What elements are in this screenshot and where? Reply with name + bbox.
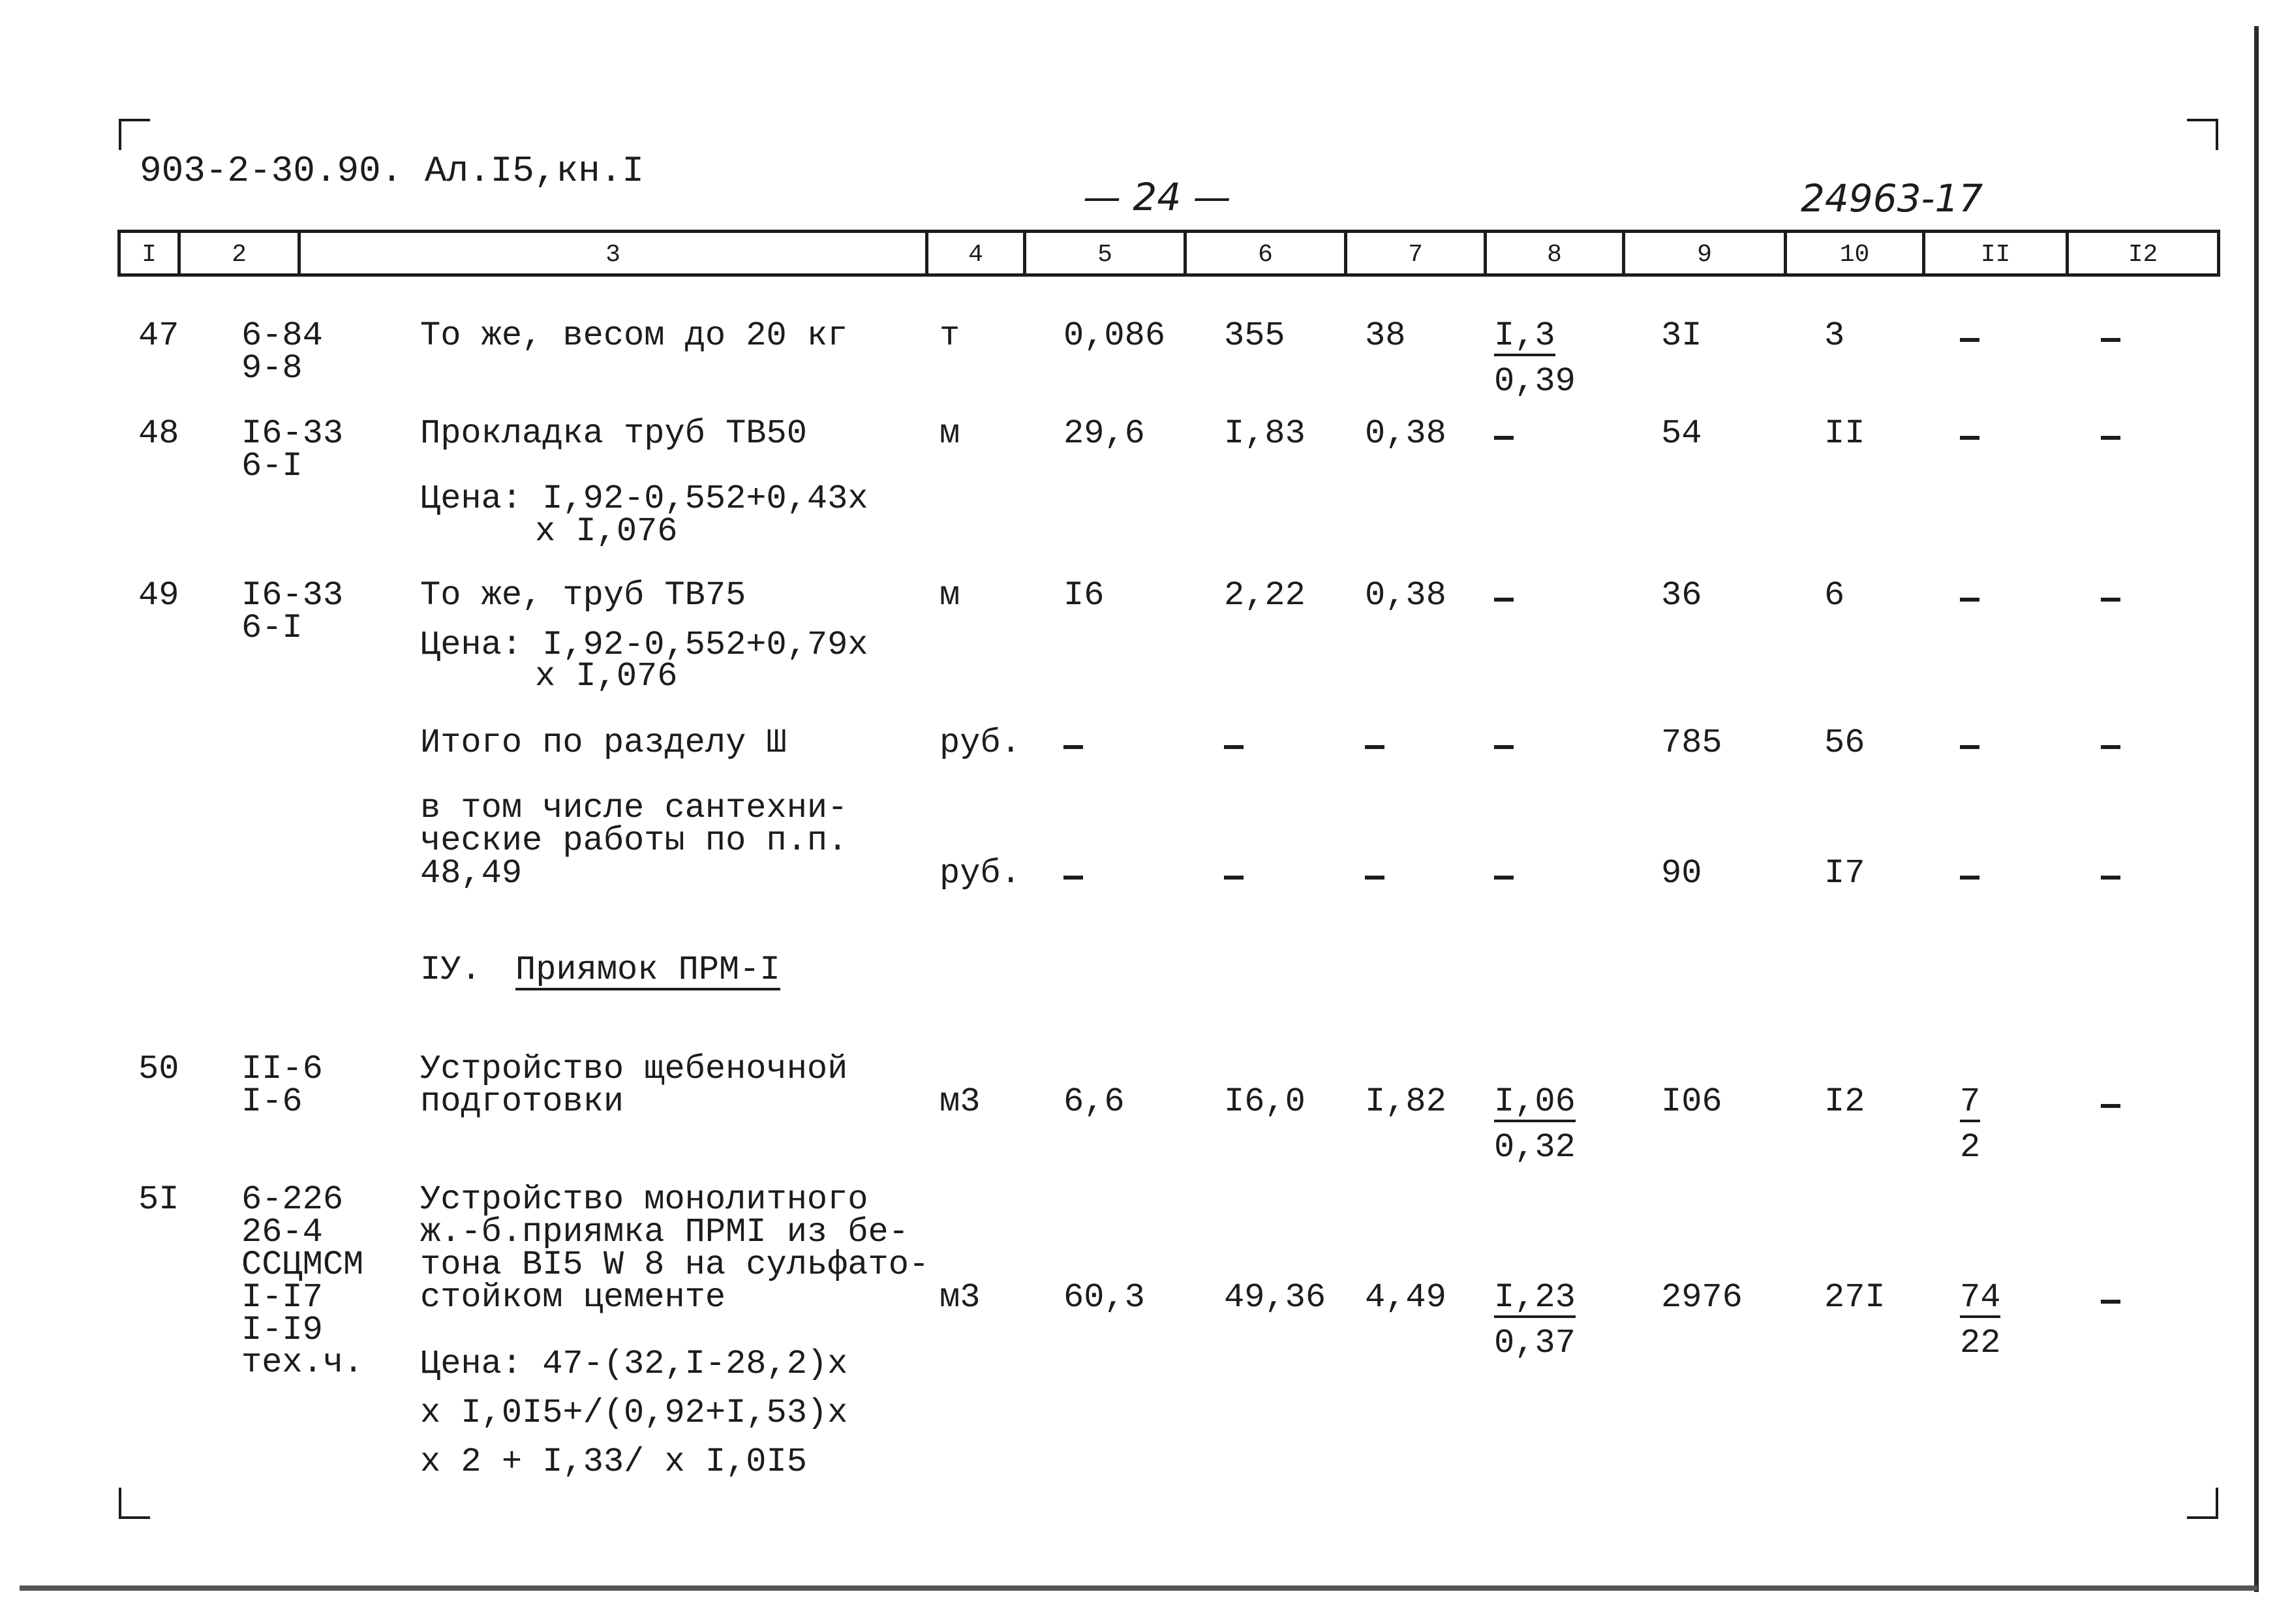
column-header-cell [1922,230,2069,277]
machines-price-denominator: 0,32 [1494,1128,1576,1167]
column-number: I2 [2128,241,2158,269]
work-description: То же, весом до 20 кг [420,316,848,355]
unit-price-dash [1224,745,1244,749]
machines-total-dash [1960,436,1979,440]
wage-price: I,82 [1365,1082,1446,1121]
work-description: То же, труб ТВ75 [420,576,746,615]
quantity: 60,3 [1063,1278,1145,1317]
column-number: 9 [1697,241,1712,269]
unit-price: 49,36 [1224,1278,1326,1317]
unit: руб. [940,724,1021,762]
unit: м3 [940,1278,981,1317]
column-header-cell [1484,230,1625,277]
extra-column-dash [2101,436,2120,440]
wage-price: 0,38 [1365,576,1446,615]
extra-column-dash [2101,598,2120,602]
machines-total-dash [1960,745,1979,749]
machines-price-denominator: 0,39 [1494,362,1576,401]
machines-price-dash [1494,436,1514,440]
column-header-cell [1344,230,1487,277]
work-description: стойком цементе [420,1278,726,1317]
wage-total: 3 [1824,316,1845,355]
section-title: Приямок ПРМ-I [515,951,780,989]
wage-price-dash [1365,745,1384,749]
sheet-right-edge [2254,26,2259,1592]
machines-total-denominator: 22 [1960,1324,2001,1362]
price-formula: Цена: 47-(32,I-28,2)х [420,1345,848,1383]
total-cost: 54 [1661,414,1702,453]
total-cost: 90 [1661,854,1702,893]
wage-price: 38 [1365,316,1406,355]
wage-total: 56 [1824,724,1865,762]
machines-total-dash [1960,338,1979,342]
machines-price-numerator: I,23 [1494,1278,1576,1317]
work-description: в том числе сантехни- [420,789,848,827]
document-code: 903-2-30.90. Ал.I5,кн.I [140,150,644,192]
work-description: Устройство щебеночной [420,1050,848,1088]
column-number: 3 [605,241,620,269]
extra-column-dash [2101,1104,2120,1108]
machines-total-numerator: 7 [1960,1082,1981,1121]
unit-price-dash [1224,876,1244,880]
row-number: 50 [138,1050,179,1088]
unit: т [940,316,960,355]
work-description: Итого по разделу Ш [420,724,787,762]
quantity: 29,6 [1063,414,1145,453]
norm-code: 26-4 [241,1213,323,1251]
wage-total: I7 [1824,854,1865,893]
column-header-cell [1622,230,1787,277]
unit-price: I6,0 [1224,1082,1306,1121]
column-header-cell [1023,230,1187,277]
extra-column-dash [2101,745,2120,749]
wage-total: I2 [1824,1082,1865,1121]
norm-code: 6-I [241,447,303,485]
price-formula: Цена: I,92-0,552+0,43х [420,480,868,518]
unit-price: 2,22 [1224,576,1306,615]
total-cost: I06 [1661,1082,1722,1121]
column-header-cell [117,230,181,277]
norm-code: I6-33 [241,414,344,453]
unit: м [940,414,960,453]
wage-price-dash [1365,876,1384,880]
norm-code: ССЦМСМ [241,1246,364,1284]
column-header-cell [298,230,928,277]
column-header-cell [925,230,1026,277]
work-description: подготовки [420,1082,624,1121]
row-number: 5I [138,1180,179,1219]
machines-price-denominator: 0,37 [1494,1324,1576,1362]
row-number: 49 [138,576,179,615]
quantity: 0,086 [1063,316,1166,355]
norm-code: I-6 [241,1082,303,1121]
norm-code: I6-33 [241,576,344,615]
unit: м3 [940,1082,981,1121]
section-number: IУ. [420,951,481,989]
wage-total: II [1824,414,1865,453]
extra-column-dash [2101,876,2120,880]
column-number: 7 [1408,241,1423,269]
total-cost: 785 [1661,724,1722,762]
norm-code: тех.ч. [241,1343,364,1382]
page-number: — 24 — [1083,175,1231,219]
unit: руб. [940,854,1021,893]
norm-code: II-6 [241,1050,323,1088]
machines-price-dash [1494,876,1514,880]
total-cost: 3I [1661,316,1702,355]
work-description: Устройство монолитного [420,1180,868,1219]
machines-price-numerator: I,06 [1494,1082,1576,1121]
machines-price-dash [1494,745,1514,749]
sheet-code: 24963-17 [1801,176,1983,221]
norm-code: I-I7 [241,1278,323,1317]
quantity-dash [1063,745,1083,749]
column-header-cell [1784,230,1925,277]
corner-mark-top-left [119,119,150,150]
wage-price: 4,49 [1365,1278,1446,1317]
work-description: ж.-б.приямка ПРМI из бе- [420,1213,909,1251]
column-number: 4 [968,241,983,269]
machines-price-dash [1494,598,1514,602]
corner-mark-top-right [2187,119,2218,150]
price-formula: х I,076 [535,512,678,551]
unit: м [940,576,960,615]
sheet-bottom-edge [20,1586,2257,1591]
norm-code: 9-8 [241,349,303,388]
quantity: 6,6 [1063,1082,1125,1121]
quantity-dash [1063,876,1083,880]
machines-total-dash [1960,876,1979,880]
work-description: тона BI5 W 8 на сульфато- [420,1246,930,1284]
price-formula: х I,0I5+/(0,92+I,53)х [420,1394,848,1432]
machines-total-dash [1960,598,1979,602]
column-header-cell [2066,230,2220,277]
price-formula: х I,076 [535,657,678,696]
norm-code: 6-I [241,609,303,647]
norm-code: 6-84 [241,316,323,355]
column-number: I [142,241,157,269]
extra-column-dash [2101,1300,2120,1304]
column-number: 8 [1547,241,1562,269]
machines-total-denominator: 2 [1960,1128,1981,1167]
unit-price: I,83 [1224,414,1306,453]
wage-total: 27I [1824,1278,1886,1317]
column-header-cell [1184,230,1347,277]
corner-mark-bottom-left [119,1488,150,1519]
price-formula: х 2 + I,33/ х I,0I5 [420,1443,807,1481]
column-number: 2 [232,241,247,269]
column-number: 5 [1097,241,1112,269]
column-header-cell [177,230,301,277]
extra-column-dash [2101,338,2120,342]
row-number: 48 [138,414,179,453]
norm-code: I-I9 [241,1311,323,1349]
norm-code: 6-226 [241,1180,344,1219]
total-cost: 36 [1661,576,1702,615]
total-cost: 2976 [1661,1278,1743,1317]
column-number: II [1980,241,2011,269]
work-description: Прокладка труб ТВ50 [420,414,807,453]
wage-total: 6 [1824,576,1845,615]
quantity: I6 [1063,576,1105,615]
unit-price: 355 [1224,316,1285,355]
machines-price-numerator: I,3 [1494,316,1555,355]
wage-price: 0,38 [1365,414,1446,453]
work-description: 48,49 [420,854,523,893]
price-formula: Цена: I,92-0,552+0,79х [420,626,868,664]
row-number: 47 [138,316,179,355]
machines-total-numerator: 74 [1960,1278,2001,1317]
work-description: ческие работы по п.п. [420,821,848,860]
column-number: 10 [1839,241,1870,269]
corner-mark-bottom-right [2187,1488,2218,1519]
column-number: 6 [1258,241,1273,269]
